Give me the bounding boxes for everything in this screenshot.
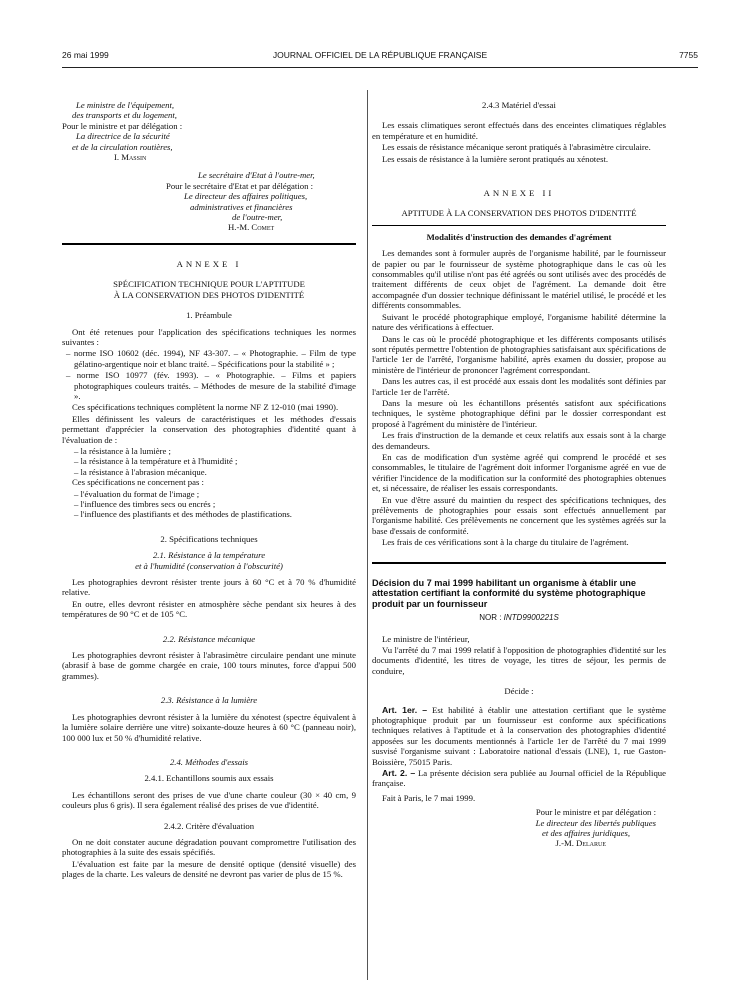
sig-line: des transports et du logement,: [72, 110, 177, 121]
subsection-heading: 2.4.2. Critère d'évaluation: [163, 820, 255, 831]
sig-line: et de la circulation routières,: [72, 141, 173, 152]
sig-line: Pour le ministre et par délégation :: [62, 120, 183, 131]
paragraph: Dans les autres cas, il est procédé aux essais dont les modalités sont définies par l'article 1er de l'arrêté.: [372, 376, 666, 397]
sig-line: Le directeur des affaires politiques,: [184, 191, 308, 202]
paragraph: Elles définissent les valeurs de caractéristiques et les méthodes d'essais permettant d'apprécier la conservation des photographies d'identité quant à l'évaluation de :: [62, 413, 356, 445]
annex-title: ANNEXE I: [176, 258, 242, 269]
nor-reference: [372, 613, 666, 623]
subsection-heading: 2.4. Méthodes d'essais: [169, 756, 249, 767]
paragraph: Dans la mesure où les échantillons présentés satisfont aux spécifications techniques, le système photographique défini par le dossier correspondant est proposé à l'agrément du ministère de l'intérieur.: [372, 397, 666, 429]
annex-heading: APTITUDE À LA CONSERVATION DES PHOTOS D'IDENTITÉ: [401, 208, 637, 219]
signature-block-2: [62, 170, 356, 232]
sig-line: Le directeur des libertés publiques: [535, 817, 656, 828]
paragraph: L'évaluation est faite par la mesure de densité optique (densité visuelle) des plages de la charte. Les valeurs de densité ne devront pas varier de plus de 15 %.: [62, 858, 356, 880]
list-item: – l'influence des plastifiants et des méthodes de plastifications.: [74, 509, 292, 520]
paragraph: En outre, elles devront résister en atmosphère sèche pendant six heures à des températures de 90 °C et de 105 °C.: [62, 598, 356, 620]
sig-name: H.-M. Comet: [228, 222, 275, 233]
sig-line: et des affaires juridiques,: [542, 828, 630, 839]
paragraph: En cas de modification d'un système agréé qui comprend le procédé et ses consommables, le titulaire de l'agrément doit informer l'organisme agréé en vue de vérifier l'incidence de la modification sur la conformité des photographies obtenues et, si nécessaire, de réaliser les essais correspondants.: [372, 451, 666, 494]
header-page-number: 7755: [679, 50, 698, 60]
list-item: – l'évaluation du format de l'image ;: [74, 488, 200, 499]
list-item: – norme ISO 10977 (fév. 1993). – « Photographie. – Films et papiers photographiques couleurs traités. – Méthodes de mesure de la stabilité d'image ».: [66, 370, 356, 401]
paragraph: Les échantillons seront des prises de vue d'une charte couleur (30 × 40 cm, 9 couleurs plus 6 gris). Il sera également réalisé des prises de vue d'identité.: [62, 789, 356, 811]
separator: [62, 243, 356, 245]
sig-line: de l'outre-mer,: [232, 212, 283, 223]
decide-heading: Décide :: [504, 686, 534, 697]
sig-line: administratives et financières: [190, 201, 293, 212]
sig-name: J.-M. Delarue: [555, 838, 606, 849]
annex-heading: SPÉCIFICATION TECHNIQUE POUR L'APTITUDE: [113, 279, 305, 290]
sig-name: I. Massin: [114, 152, 147, 163]
signature-block-3: [372, 807, 666, 849]
list-item: – la résistance à la lumière ;: [74, 445, 171, 456]
nor-code: INTD9900221S: [503, 613, 559, 623]
list-item: – l'influence des timbres secs ou encrés ;: [74, 499, 216, 509]
annex-title: ANNEXE II: [483, 188, 555, 199]
subsection-heading: 2.3. Résistance à la lumière: [160, 695, 258, 706]
subsection-heading: 2.1. Résistance à la température: [152, 550, 266, 561]
nor-label: NOR :: [479, 613, 502, 623]
article-text: La présente décision sera publiée au Journal officiel de la République française.: [372, 768, 667, 789]
paragraph: Fait à Paris, le 7 mai 1999.: [382, 792, 476, 803]
header-rule: [62, 67, 698, 68]
paragraph: Dans le cas où le procédé photographique et les différents composants utilisés sont réputés permettre l'obtention de photographies satisfaisant aux spécifications de l'article 1er de l'arrêté, l'organisme habilité, après examen du dossier, propose au ministère de l'intérieur de prononcer l'agrément correspondant.: [372, 333, 666, 375]
paragraph: Les photographies devront résister trente jours à 60 °C et à 70 % d'humidité relative.: [62, 577, 356, 598]
paragraph: Les essais climatiques seront effectués dans des enceintes climatiques réglables en température et en humidité.: [372, 120, 666, 141]
paragraph: Ces spécifications techniques complètent la norme NF Z 12-010 (mai 1990).: [72, 402, 339, 413]
section-heading: 1. Préambule: [186, 310, 232, 321]
list-item: – la résistance à l'abrasion mécanique.: [74, 466, 207, 477]
subsection-heading: 2.4.1. Echantillons soumis aux essais: [144, 773, 274, 784]
subsection-heading: 2.4.3 Matériel d'essai: [482, 100, 556, 110]
left-column: [62, 100, 356, 881]
list-item: – norme ISO 10602 (déc. 1994), NF 43-307. – « Photographie. – Film de type gélatino-argentique noir et blanc traité. – Spécifications pour la stabilité » ;: [66, 348, 356, 369]
section-heading: Modalités d'instruction des demandes d'agrément: [426, 231, 612, 242]
paragraph: Les frais d'instruction de la demande et ceux relatifs aux essais sont à la charge des demandeurs.: [372, 430, 666, 451]
paragraph: Ces spécifications ne concernent pas :: [72, 477, 204, 488]
right-column: [372, 100, 666, 849]
paragraph: Les essais de résistance à la lumière seront pratiqués au xénotest.: [382, 153, 609, 164]
article-text: Est habilité à établir une attestation certifiant que le système photographique produit par un fournisseur est conforme aux spécifications techniques relatives à l'aptitude et à la conservation des photographies d'identité apposées sur les documents mentionnés à l'article 1er de l'arrêté du 7 mai 1999 susvisé l'organisme suivant : Laboratoire national d'essais (LNE), 1, rue Gaston-Boissière, 75015 Paris.: [372, 704, 666, 767]
sig-line: Le secrétaire d'Etat à l'outre-mer,: [198, 170, 315, 181]
paragraph: Les frais de ces vérifications sont à la charge du titulaire de l'agrément.: [382, 537, 629, 548]
separator: [372, 562, 666, 564]
sig-line: Pour le secrétaire d'Etat et par délégation :: [166, 180, 314, 191]
article-1: [372, 705, 666, 767]
sig-line: La directrice de la sécurité: [76, 131, 170, 142]
sig-line: Pour le ministre et par délégation :: [535, 807, 656, 818]
paragraph: Suivant le procédé photographique employé, l'organisme habilité détermine la nature des vérifications à effectuer.: [372, 311, 666, 333]
subsection-heading: 2.2. Résistance mécanique: [162, 633, 256, 644]
annex-heading: À LA CONSERVATION DES PHOTOS D'IDENTITÉ: [113, 289, 305, 300]
paragraph: Les demandes sont à formuler auprès de l'organisme habilité, par le fournisseur de papier ou par le fournisseur de système photographique dans le cas où les consommables qu'il utilise n'ont pas été agréés ou sont utilisés avec des procédés de traitement différents de ceux objet de l'agrément. La demande doit être accompagnée d'un dossier technique définissant le matériel utilisé, le procédé et les différents consommables.: [372, 248, 666, 311]
sig-line: Le ministre de l'équipement,: [76, 100, 175, 110]
column-divider: [367, 90, 368, 980]
separator: [372, 225, 666, 226]
paragraph: Le ministre de l'intérieur,: [382, 633, 470, 644]
subsection-heading: et à l'humidité (conservation à l'obscurité): [135, 560, 283, 571]
article-label: Art. 2. –: [382, 768, 416, 778]
paragraph: Les essais de résistance mécanique seront pratiqués à l'abrasimètre circulaire.: [382, 142, 651, 153]
paragraph: Ont été retenues pour l'application des spécifications techniques les normes suivantes :: [62, 326, 356, 347]
article-label: Art. 1er. –: [382, 704, 428, 715]
paragraph: Vu l'arrêté du 7 mai 1999 relatif à l'opposition de photographies d'identité sur les documents d'identité, les titres de voyage, les titres de séjour, les permis de conduire,: [372, 644, 666, 676]
article-2: [372, 768, 666, 789]
header-date: 26 mai 1999: [62, 50, 109, 60]
decision-title: Décision du 7 mai 1999 habilitant un organisme à établir une attestation certifiant la conformité du système photographique produit par un fournisseur: [372, 577, 646, 609]
paragraph: Les photographies devront résister à l'abrasimètre circulaire pendant une minute (abrasif à base de gomme chargée en craie, 100 tours minutes, force d'appui 500 grammes).: [62, 650, 356, 681]
header-journal: JOURNAL OFFICIEL DE LA RÉPUBLIQUE FRANÇAISE: [272, 50, 488, 60]
page-header: [62, 50, 698, 64]
paragraph: En vue d'être assuré du maintien du respect des spécifications techniques, des prélèvements de photographies pour essais sont effectués annuellement par l'organisme habilité. Ces prélèvements ne concernent que les systèmes agréés sur la base d'essais de conformité.: [372, 494, 666, 536]
section-heading: 2. Spécifications techniques: [160, 533, 258, 544]
signature-block-1: [62, 100, 356, 162]
paragraph: Les photographies devront résister à la lumière du xénotest (spectre équivalent à la lumière solaire derrière une vitre) soixante-douze heures à 60 °C (panneau noir), 100 000 lux et 50 % d'humidité relative.: [62, 711, 356, 743]
list-item: – la résistance à la température et à l'humidité ;: [74, 456, 238, 467]
paragraph: On ne doit constater aucune dégradation pouvant compromettre l'utilisation des photographies à la suite des essais spécifiés.: [62, 836, 356, 858]
